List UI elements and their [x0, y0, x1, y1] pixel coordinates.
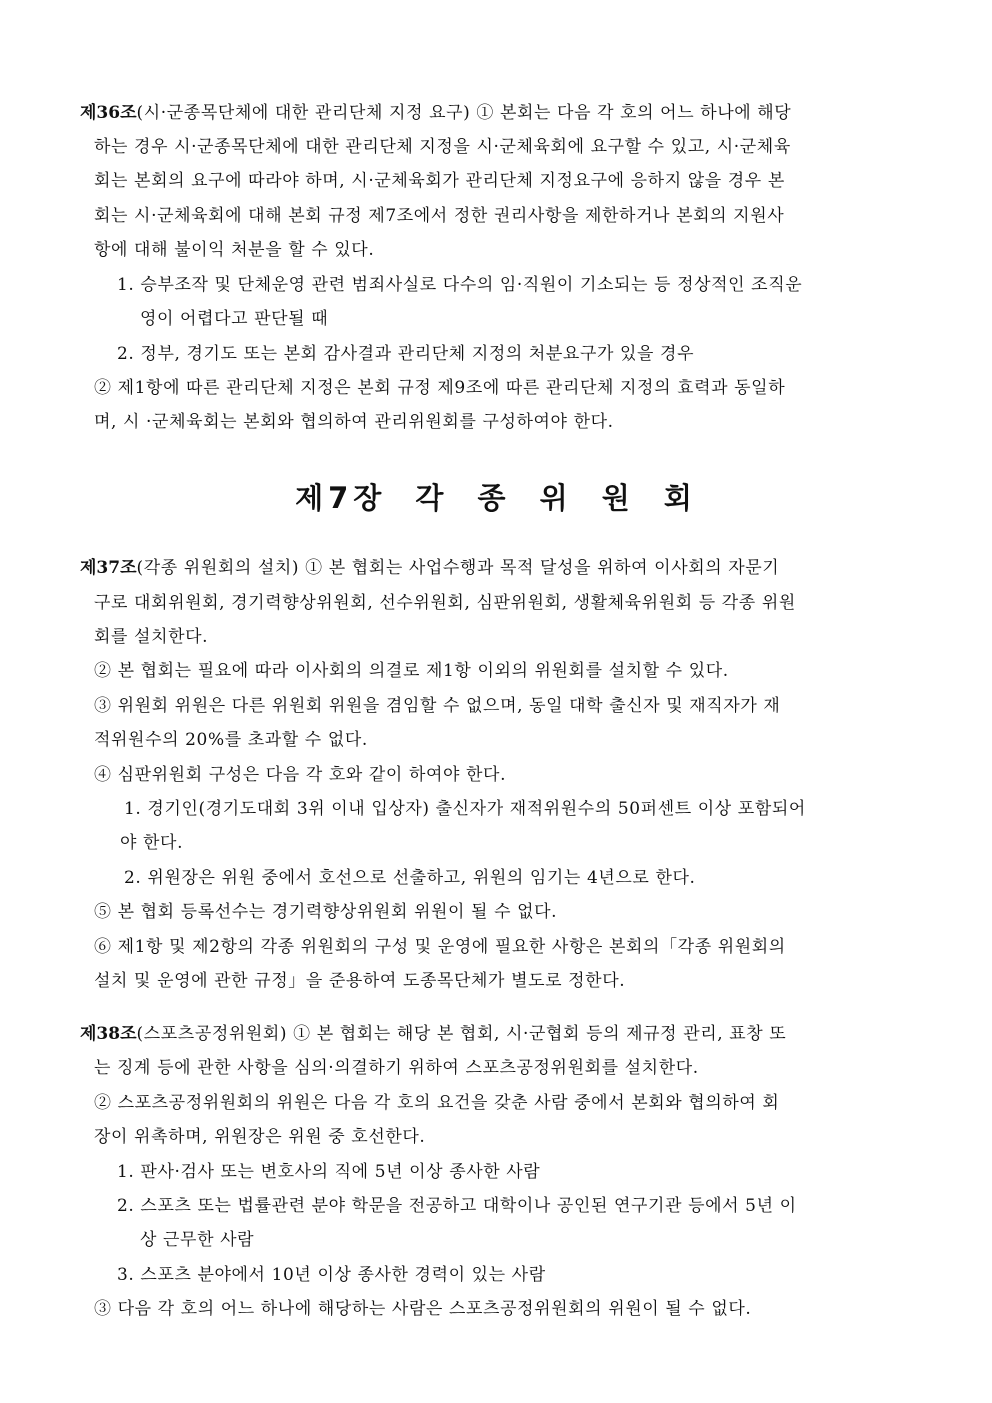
- chapter-title: 제7장 각 종 위 원 회: [295, 481, 697, 515]
- article-38-paragraph-2-cont: 장이 위촉하며, 위원장은 위원 중 호선한다.: [94, 1127, 426, 1147]
- article-38-item-3: 3. 스포츠 분야에서 10년 이상 종사한 경력이 있는 사람: [117, 1265, 546, 1285]
- article-36-paragraph-2: ② 제1항에 따른 관리단체 지정은 본회 규정 제9조에 따른 관리단체 지정의 효력과 동일하: [94, 378, 786, 398]
- article-37-item-1: 1. 경기인(경기도대회 3위 이내 입상자) 출신자가 재적위원수의 50퍼센트 이상 포함되어: [124, 799, 806, 819]
- article-38-item-2: 2. 스포츠 또는 법률관련 분야 학문을 전공하고 대학이나 공인된 연구기관 등에서 5년 이: [117, 1196, 797, 1216]
- article-37-paragraph-3-cont: 적위원수의 20%를 초과할 수 없다.: [94, 730, 368, 750]
- article-37-paragraph-6-cont: 설치 및 운영에 관한 규정」을 준용하여 도종목단체가 별도로 정한다.: [94, 971, 626, 991]
- article-38-item-1: 1. 판사·검사 또는 변호사의 직에 5년 이상 종사한 사람: [117, 1162, 541, 1182]
- article-38-number: 제38조: [80, 1024, 137, 1044]
- article-38-paragraph-3: ③ 다음 각 호의 어느 하나에 해당하는 사람은 스포츠공정위원회의 위원이 될 수 없다.: [94, 1299, 752, 1319]
- article-37-line-2: 구로 대회위원회, 경기력향상위원회, 선수위원회, 심판위원회, 생활체육위원회 등 각종 위원: [94, 593, 796, 613]
- article-37-paragraph-5: ⑤ 본 협회 등록선수는 경기력향상위원회 위원이 될 수 없다.: [94, 902, 558, 922]
- article-36-line-5: 항에 대해 불이익 처분을 할 수 있다.: [94, 240, 375, 260]
- article-38-item-2-cont: 상 근무한 사람: [140, 1230, 255, 1250]
- article-37-item-1-cont: 야 한다.: [120, 833, 184, 853]
- article-38-line-2: 는 징계 등에 관한 사항을 심의·의결하기 위하여 스포츠공정위원회를 설치한다.: [94, 1058, 699, 1078]
- article-38-line-1: 제38조(스포츠공정위원회) ① 본 협회는 해당 본 협회, 시·군협회 등의 제규정 관리, 표창 또: [80, 1024, 787, 1044]
- article-37-paragraph-3: ③ 위원회 위원은 다른 위원회 위원을 겸임할 수 없으며, 동일 대학 출신자 및 재직자가 재: [94, 696, 781, 716]
- article-37-line-3: 회를 설치한다.: [94, 627, 209, 647]
- article-37-item-2: 2. 위원장은 위원 중에서 호선으로 선출하고, 위원의 임기는 4년으로 한다.: [124, 868, 696, 888]
- article-37-number: 제37조: [80, 558, 137, 578]
- article-37-paragraph-6: ⑥ 제1항 및 제2항의 각종 위원회의 구성 및 운영에 필요한 사항은 본회의「각종 위원회의: [94, 937, 786, 957]
- article-37-paragraph-2: ② 본 협회는 필요에 따라 이사회의 의결로 제1항 이외의 위원회를 설치할 수 있다.: [94, 661, 729, 681]
- article-36-line-4: 회는 시·군체육회에 대해 본회 규정 제7조에서 정한 권리사항을 제한하거나 본회의 지원사: [94, 206, 785, 226]
- article-36-item-1: 1. 승부조작 및 단체운영 관련 범죄사실로 다수의 임·직원이 기소되는 등 정상적인 조직운: [117, 275, 803, 295]
- article-37-line-1: 제37조(각종 위원회의 설치) ① 본 협회는 사업수행과 목적 달성을 위하여 이사회의 자문기: [80, 558, 780, 578]
- article-36-line-1: 제36조(시·군종목단체에 대한 관리단체 지정 요구) ① 본회는 다음 각 호의 어느 하나에 해당: [80, 103, 792, 123]
- article-36-line-2: 하는 경우 시·군종목단체에 대한 관리단체 지정을 시·군체육회에 요구할 수 있고, 시·군체육: [94, 137, 791, 157]
- article-38-paragraph-2: ② 스포츠공정위원회의 위원은 다음 각 호의 요건을 갖춘 사람 중에서 본회와 협의하여 회: [94, 1093, 780, 1113]
- article-36-line-3: 회는 본회의 요구에 따라야 하며, 시·군체육회가 관리단체 지정요구에 응하지 않을 경우 본: [94, 171, 785, 191]
- article-36-item-2: 2. 정부, 경기도 또는 본회 감사결과 관리단체 지정의 처분요구가 있을 경우: [117, 344, 695, 364]
- article-37-paragraph-4: ④ 심판위원회 구성은 다음 각 호와 같이 하여야 한다.: [94, 765, 507, 785]
- article-36-item-1-cont: 영이 어렵다고 판단될 때: [140, 309, 329, 329]
- article-36-number: 제36조: [80, 103, 137, 123]
- article-36-paragraph-2-cont: 며, 시 ·군체육회는 본회와 협의하여 관리위원회를 구성하여야 한다.: [94, 412, 614, 432]
